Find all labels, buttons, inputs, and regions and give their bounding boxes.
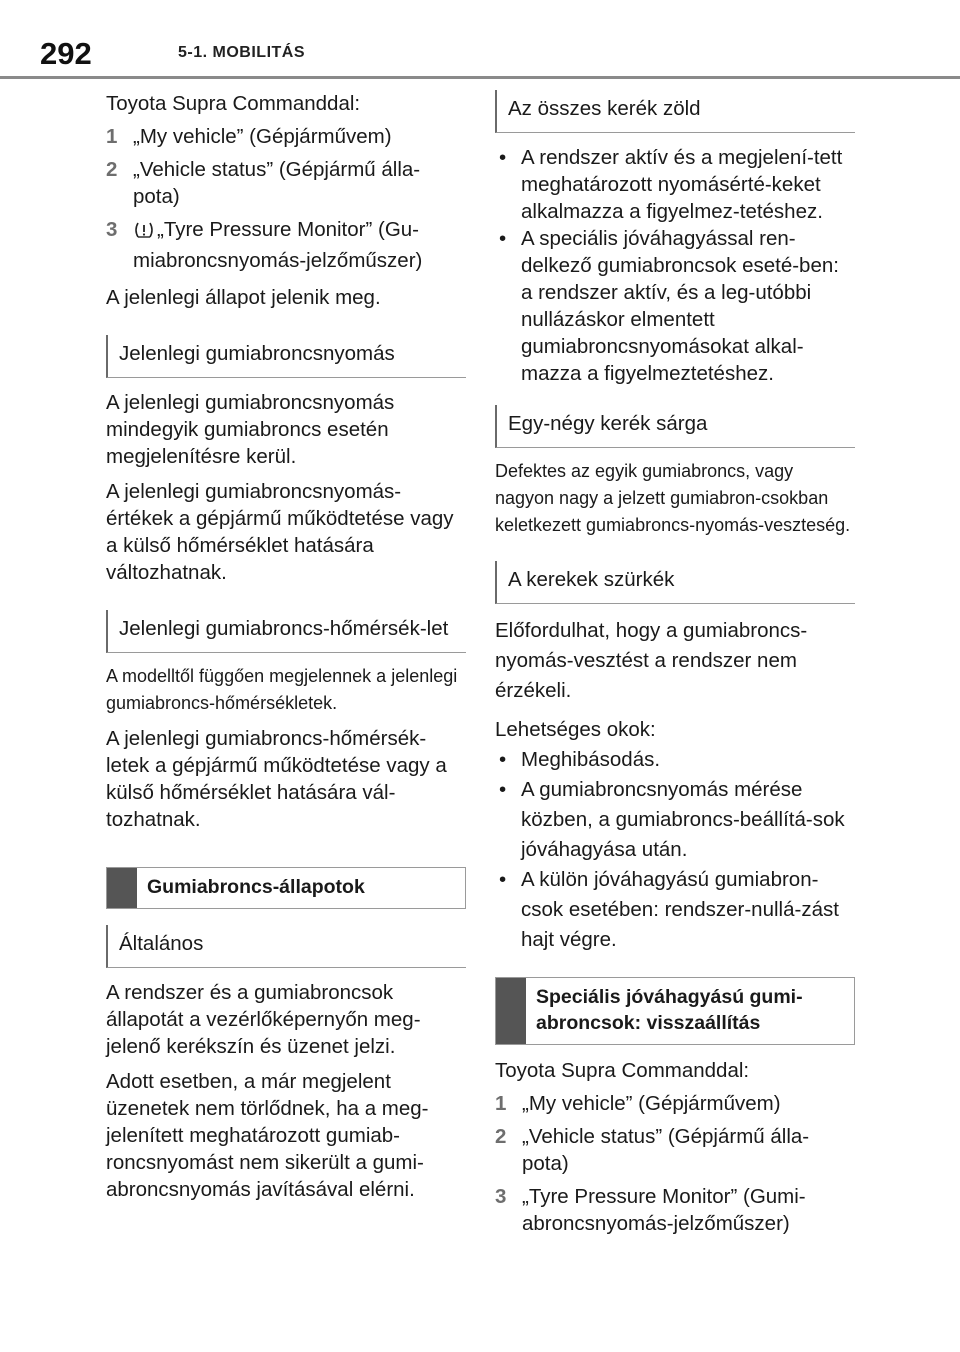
causes-intro: Lehetséges okok: xyxy=(495,718,656,741)
step-number: 3 xyxy=(495,1185,507,1208)
subhead-all-wheels-green: Az összes kerék zöld xyxy=(495,90,855,133)
section-title: 5-1. MOBILITÁS xyxy=(178,44,306,61)
step-text: „Tyre Pressure Monitor” (Gumi-abroncsnyomás-jelzőműszer) xyxy=(522,1185,806,1235)
tyre-pressure-warning-icon xyxy=(133,220,155,247)
cause-bullet-1: • Meghibásodás. xyxy=(495,745,855,775)
grey-paragraph: Előfordulhat, hogy a gumiabroncs-nyomás-vesztést a rendszer nem érzékeli. xyxy=(495,619,808,702)
step-text: „Tyre Pressure Monitor” (Gu-miabroncsnyomás-jelzőműszer) xyxy=(133,218,423,272)
subhead-current-temperature: Jelenlegi gumiabroncs-hőmérsék-let xyxy=(106,610,466,653)
subhead-general: Általános xyxy=(106,925,466,968)
step-2 xyxy=(106,156,466,210)
step-1-right xyxy=(495,1090,855,1117)
box-heading-bar xyxy=(496,978,526,1044)
step-number: 2 xyxy=(106,158,118,181)
step-number: 1 xyxy=(106,125,118,148)
commanddal-intro: Toyota Supra Commanddal: xyxy=(106,92,361,115)
page-number: 292 xyxy=(40,36,92,71)
temperature-note: A modelltől függően megjelennek a jelenlegi gumiabroncs-hőmérsékletek. xyxy=(106,666,458,713)
step-1 xyxy=(106,123,466,150)
subhead-wheels-grey: A kerekek szürkék xyxy=(495,561,855,604)
green-bullet-1: • A rendszer aktív és a megjelení-tett meghatározott nyomásérté-keket alkalmazza a figyelmez-tetéshez. xyxy=(495,144,855,225)
header-divider xyxy=(0,76,960,79)
commanddal-intro-right: Toyota Supra Commanddal: xyxy=(495,1059,750,1082)
right-column xyxy=(495,90,855,1237)
step-3-right xyxy=(495,1183,855,1237)
step-number: 2 xyxy=(495,1125,507,1148)
temperature-paragraph: A jelenlegi gumiabroncs-hőmérsék-letek a gépjármű működtetése vagy a külső hőmérséklet hatására vál-tozhatnak. xyxy=(106,727,447,831)
pressure-paragraph-2: A jelenlegi gumiabroncsnyomás-értékek a gépjármű működtetése vagy a külső hőmérséklet hatására változhatnak. xyxy=(106,480,454,584)
step-text: „Vehicle status” (Gépjármű álla-pota) xyxy=(133,158,421,208)
general-paragraph-1: A rendszer és a gumiabroncsok állapotát a vezérlőképernyőn meg-jelenő kerékszín és üzenet jelzi. xyxy=(106,981,421,1058)
cause-bullet-2: • A gumiabroncsnyomás mérése közben, a gumiabroncs-beállítá-sok jóváhagyása után. xyxy=(495,775,855,865)
step-text: „My vehicle” (Gépjárművem) xyxy=(522,1092,781,1115)
box-heading-bar xyxy=(107,868,137,908)
subhead-current-pressure: Jelenlegi gumiabroncsnyomás xyxy=(106,335,466,378)
step-2-right xyxy=(495,1123,855,1177)
step-text: „My vehicle” (Gépjárművem) xyxy=(133,125,392,148)
pressure-paragraph-1: A jelenlegi gumiabroncsnyomás mindegyik gumiabroncs esetén megjelenítésre kerül. xyxy=(106,391,395,468)
general-paragraph-2: Adott esetben, a már megjelent üzenetek nem törlődnek, ha a meg-jelenített meghatározott gumiab-roncsnyomást nem sikerült a gumi-abroncsnyomás javításával elérni. xyxy=(106,1070,429,1201)
yellow-paragraph: Defektes az egyik gumiabroncs, vagy nagyon nagy a jelzett gumiabron-csokban keletkezett gumiabroncs-nyomás-veszteség. xyxy=(495,461,851,535)
box-heading-special-reset xyxy=(495,977,855,1045)
box-heading-text: Gumiabroncs-állapotok xyxy=(147,876,365,898)
step-number: 3 xyxy=(106,218,118,241)
step-text: „Vehicle status” (Gépjármű álla-pota) xyxy=(522,1125,810,1175)
box-heading-tyre-states xyxy=(106,867,466,909)
green-bullet-2: • A speciális jóváhagyással ren-delkező gumiabroncsok eseté-ben: a rendszer aktív, és a leg-utóbbi nullázáskor elmentett gumiabroncsnyomásokat alkal-mazza a figyelmeztetéshez. xyxy=(495,225,855,387)
step-3 xyxy=(106,216,466,274)
box-heading-text: Speciális jóváhagyású gumi-abroncsok: visszaállítás xyxy=(536,986,803,1034)
subhead-wheels-yellow: Egy-négy kerék sárga xyxy=(495,405,855,448)
current-status-text: A jelenlegi állapot jelenik meg. xyxy=(106,286,381,309)
cause-bullet-3: • A külön jóváhagyású gumiabron-csok esetében: rendszer-nullá-zást hajt végre. xyxy=(495,865,855,955)
left-column xyxy=(106,90,466,1203)
step-number: 1 xyxy=(495,1092,507,1115)
